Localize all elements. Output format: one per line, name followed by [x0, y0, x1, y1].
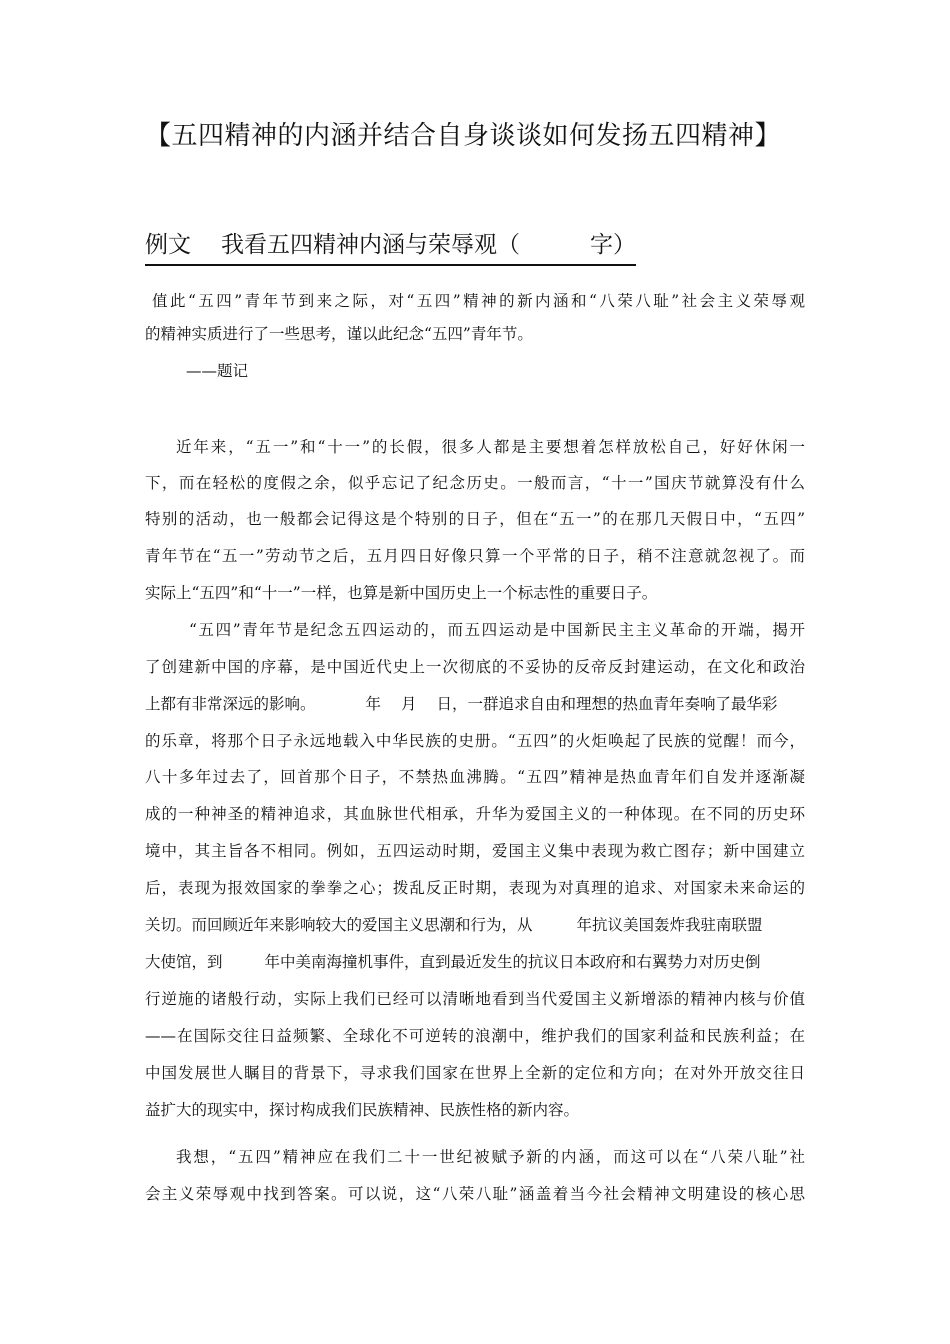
paragraph-text: 日，一群追求自由和理想的热血青年奏响了最华彩	[436, 695, 778, 713]
paragraph-line: 成的一种神圣的精神追求，其血脉世代相承，升华为爱国主义的一种体现。在不同的历史环	[145, 805, 805, 823]
paragraph-text: 大使馆，到	[145, 953, 223, 971]
preface-signature: ——题记	[186, 362, 249, 380]
paragraph-text: 月	[401, 695, 417, 713]
preface-line: 的精神实质进行了一些思考，谨以此纪念“五四”青年节。	[145, 325, 533, 343]
paragraph-line: 下，而在轻松的度假之余，似乎忘记了纪念历史。一般而言，“十一”国庆节就算没有什么	[145, 474, 805, 492]
paragraph-line: 会主义荣辱观中找到答案。可以说，这“八荣八耻”涵盖着当今社会精神文明建设的核心思	[145, 1185, 805, 1203]
preface-line: 值此“五四”青年节到来之际，对“五四”精神的新内涵和“八荣八耻”社会主义荣辱观	[152, 292, 805, 310]
paragraph-line: 我想，“五四”精神应在我们二十一世纪被赋予新的内涵，而这可以在“八荣八耻”社	[176, 1148, 805, 1166]
essay-heading	[145, 228, 636, 266]
paragraph-line: 特别的活动，也一般都会记得这是个特别的日子，但在“五一”的在那几天假日中，“五四”	[145, 510, 805, 528]
paragraph-line: 了创建新中国的序幕，是中国近代史上一次彻底的不妥协的反帝反封建运动，在文化和政治	[145, 658, 805, 676]
paragraph-line: 的乐章，将那个日子永远地载入中华民族的史册。“五四”的火炬唤起了民族的觉醒！而今，	[145, 732, 805, 750]
paragraph-text: 上都有非常深远的影响。	[145, 695, 316, 713]
paragraph-line: 行逆施的诸般行动，实际上我们已经可以清晰地看到当代爱国主义新增添的精神内核与价值	[145, 990, 805, 1008]
paragraph-text: 关切。而回顾近年来影响较大的爱国主义思潮和行为，从	[145, 916, 533, 934]
paragraph-line	[145, 915, 805, 935]
document-title: 【五四精神的内涵并结合自身谈谈如何发扬五四精神】	[145, 121, 782, 151]
essay-heading-text: 我看五四精神内涵与荣辱观（	[221, 232, 520, 258]
paragraph-line	[145, 694, 805, 714]
paragraph-line: ——在国际交往日益频繁、全球化不可逆转的浪潮中，维护我们的国家利益和民族利益；在	[145, 1027, 805, 1045]
paragraph-text: 年抗议美国轰炸我驻南联盟	[576, 916, 763, 934]
paragraph-line: 益扩大的现实中，探讨构成我们民族精神、民族性格的新内容。	[145, 1101, 580, 1119]
essay-heading-suffix: 字）	[590, 232, 636, 258]
paragraph-text: 年	[365, 695, 382, 713]
paragraph-line: 近年来，“五一”和“十一”的长假，很多人都是主要想着怎样放松自己，好好休闲一	[176, 438, 805, 456]
paragraph-line: 后，表现为报效国家的拳拳之心；拨乱反正时期，表现为对真理的追求、对国家未来命运的	[145, 879, 805, 897]
paragraph-line: “五四”青年节是纪念五四运动的，而五四运动是中国新民主主义革命的开端，揭开	[189, 621, 805, 639]
paragraph-text: 年中美南海撞机事件，直到最近发生的抗议日本政府和右翼势力对历史倒	[264, 953, 761, 971]
paragraph-line: 实际上“五四”和“十一”一样，也算是新中国历史上一个标志性的重要日子。	[145, 584, 658, 602]
paragraph-line	[145, 952, 805, 972]
paragraph-line: 八十多年过去了，回首那个日子，不禁热血沸腾。“五四”精神是热血青年们自发并逐渐凝	[145, 768, 805, 786]
paragraph-line: 境中，其主旨各不相同。例如，五四运动时期，爱国主义集中表现为救亡图存；新中国建立	[145, 842, 805, 860]
paragraph-line: 青年节在“五一”劳动节之后，五月四日好像只算一个平常的日子，稍不注意就忽视了。而	[145, 547, 805, 565]
essay-heading-label: 例文	[145, 232, 191, 258]
paragraph-line: 中国发展世人瞩目的背景下，寻求我们国家在世界上全新的定位和方向；在对外开放交往日	[145, 1064, 805, 1082]
